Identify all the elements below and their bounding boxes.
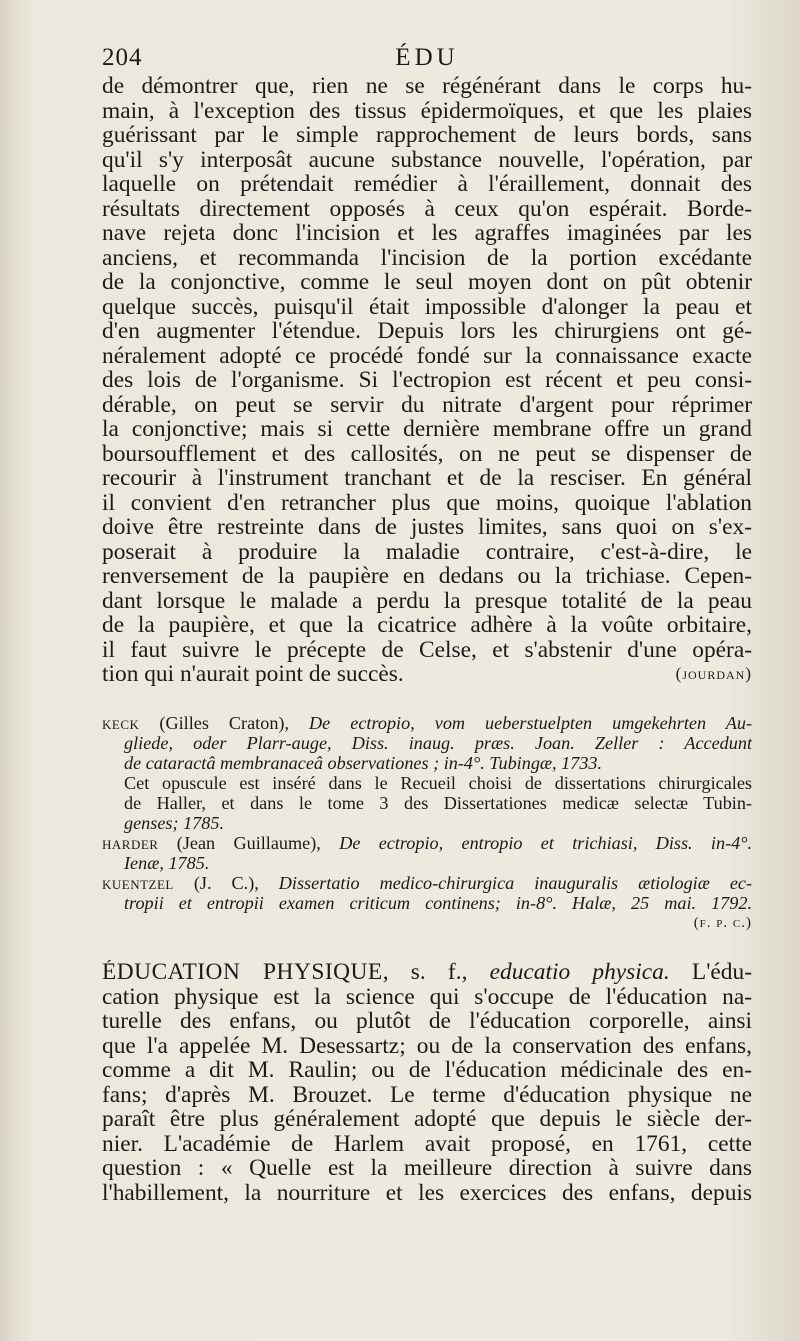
bib-author-name: (Jean Guillaume), [176,833,321,853]
bib-author: kuentzel [102,873,174,893]
bib-author: harder [102,833,159,853]
page-number: 204 [102,44,143,71]
bib-author-name: (J. C.), [193,873,259,893]
text-line: recourir à l'instrument tranchant et de la resciser. En général [102,466,752,491]
bib-line: gliede, oder Plarr-auge, Diss. inaug. præs. Joan. Zeller : Accedunt [124,733,752,753]
text-line: de démontrer que, rien ne se régénérant dans le corps hu- [102,74,752,99]
text-line: quelque succès, puisqu'il était impossible d'alonger la peau et [102,294,752,319]
text-line: nier. L'académie de Harlem avait proposé, en 1761, cette [102,1131,752,1156]
text-line: dant lorsque le malade a perdu la presque totalité de la peau [102,588,752,613]
text-line: paraît être plus généralement adopté que depuis le siècle der- [102,1107,752,1132]
bib-line [102,833,752,853]
bib-line: genses; 1785. [124,813,225,833]
article-gram: , s. f., [382,960,468,985]
bib-title: De ectropio, entropio et trichiasi, Diss. in-4°. [339,833,752,853]
article-latin: educatio physica. [489,960,670,985]
text-line: guérissant par le simple rapprochement de leurs bords, sans [102,123,752,148]
closing-text: tion qui n'aurait point de succès. [102,662,404,687]
text-line: il faut suivre le précepte de Celse, et s'abstenir d'une opéra- [102,637,752,662]
bib-line: Ienæ, 1785. [124,853,210,873]
text-line: poserait à produire la maladie contraire, c'est-à-dire, le [102,539,752,564]
text-line: néralement adopté ce procédé fondé sur la connaissance exacte [102,343,752,368]
bib-line [102,873,752,893]
bib-line: Cet opuscule est inséré dans le Recueil choisi de dissertations chirurgicales [124,773,752,793]
text-line: fans; d'après M. Brouzet. Le terme d'éducation physique ne [102,1082,752,1107]
text-line: qu'il s'y interposât aucune substance nouvelle, l'opération, par [102,147,752,172]
text-line: nave rejeta donc l'incision et les agraffes imaginées par les [102,221,752,246]
text-line: l'habillement, la nourriture et les exercices des enfans, depuis [102,1180,752,1205]
article-text: L'édu- [691,960,752,985]
bib-line: de Haller, et dans le tome 3 des Dissertationes medicæ selectæ Tubin- [124,793,752,813]
text-line: la conjonctive; mais si cette dernière membrane offre un grand [102,417,752,442]
text-line: cation physique est la science qui s'occupe de l'éducation na- [102,984,752,1009]
text-line: anciens, et recommanda l'incision de la portion excédante [102,245,752,270]
bib-title: Dissertatio medico-chirurgica inauguralis ætiologiæ ec- [278,873,752,893]
main-text [102,74,752,687]
bib-entry-harder [102,833,752,873]
article-headword: ÉDUCATION PHYSIQUE [102,960,383,985]
text-line: question : « Quelle est la meilleure direction à suivre dans [102,1156,752,1181]
text-line: renversement de la paupière en dedans ou la trichiase. Cepen- [102,564,752,589]
bib-line: de cataractâ membranaceâ observationes ; in-4°. Tubingæ, 1733. [124,753,603,773]
bibliography [102,713,752,933]
text-line: il convient d'en retrancher plus que moins, quoique l'ablation [102,490,752,515]
author-signature: (jourdan) [675,664,752,683]
text-line: de la paupière, et que la cicatrice adhère à la voûte orbitaire, [102,613,752,638]
bib-author-name: (Gilles Craton), [159,713,290,733]
text-line: turelle des enfans, ou plutôt de l'éducation corporelle, ainsi [102,1009,752,1034]
text-line: des lois de l'organisme. Si l'ectropion est récent et peu consi- [102,368,752,393]
bib-entry-keck [102,713,752,773]
text-line: résultats directement opposés à ceux qu'on espérait. Borde- [102,196,752,221]
bib-author: keck [102,713,140,733]
article-education-physique [102,960,752,1205]
text-line: de la conjonctive, comme le seul moyen dont on pût obtenir [102,270,752,295]
bib-signature: (f. p. c.) [693,915,752,931]
bib-line: tropii et entropii examen criticum continens; in-8°. Halæ, 25 mai. 1792. [124,893,752,913]
text-line: laquelle on prétendait remédier à l'éraillement, donnait des [102,172,752,197]
running-head: ÉDU [395,44,459,71]
bib-note [102,773,752,833]
page-header [102,44,752,78]
bib-line [102,713,752,733]
bib-entry-kuentzel [102,873,752,913]
text-line: dérable, on peut se servir du nitrate d'argent pour réprimer [102,392,752,417]
text-line: que l'a appelée M. Desessartz; ou de la conservation des enfans, [102,1033,752,1058]
text-line: d'en augmenter l'étendue. Depuis lors les chirurgiens ont gé- [102,319,752,344]
text-line: main, à l'exception des tissus épidermoïques, et que les plaies [102,98,752,123]
article-first-line [102,960,752,985]
text-line: comme a dit M. Raulin; ou de l'éducation médicinale des en- [102,1058,752,1083]
text-line: boursoufflement et des callosités, on ne peut se dispenser de [102,441,752,466]
text-line: doive être restreinte dans de justes limites, sans quoi on s'ex- [102,515,752,540]
bib-title: De ectropio, vom ueberstuelpten umgekehrten Au- [309,713,752,733]
text-line-last [102,662,752,687]
